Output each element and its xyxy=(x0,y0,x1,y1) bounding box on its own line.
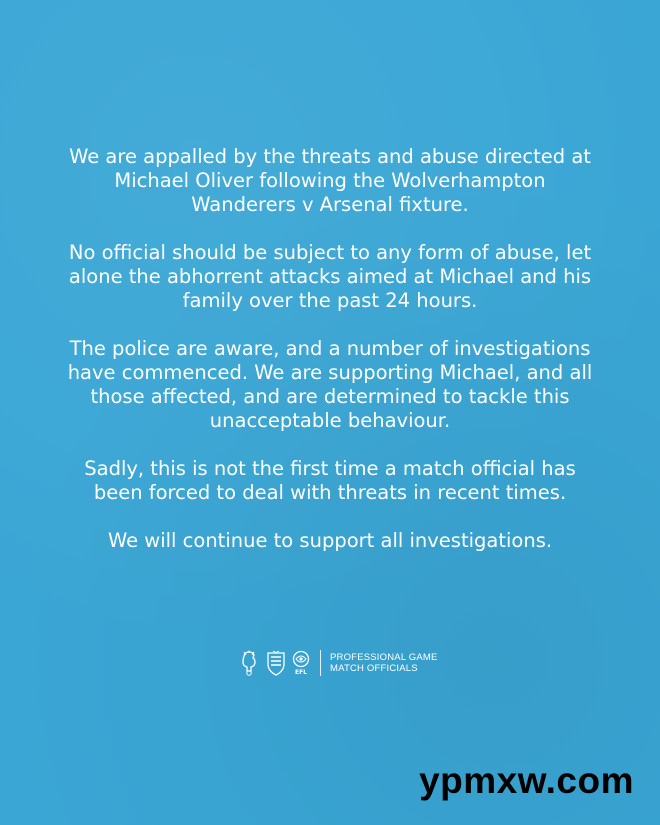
statement-paragraph-2: No official should be subject to any form of abuse, let alone the abhorrent attacks aimed at Michael and his family over the past 24 hours. xyxy=(68,241,592,312)
statement-paragraph-4: Sadly, this is not the first time a match official has been forced to deal with threats in recent times. xyxy=(84,457,576,504)
statement-paragraph-3: The police are aware, and a number of investigations have commenced. We are supporting Michael, and all those affected, and are determined to tackle this unacceptable behaviour. xyxy=(67,337,593,432)
pgmo-line-2: MATCH OFFICIALS xyxy=(330,663,418,674)
efl-label: EFL xyxy=(294,669,308,676)
pgmo-wordmark xyxy=(330,652,438,674)
statement-paragraph-1: We are appalled by the threats and abuse directed at Michael Oliver following the Wolverhampton Wanderers v Arsenal fixture. xyxy=(69,145,591,216)
efl-roundel-icon xyxy=(292,650,310,668)
logo-divider xyxy=(320,650,321,676)
organisation-logos xyxy=(238,648,438,678)
premier-league-logo-icon xyxy=(238,650,260,676)
efl-logo xyxy=(292,650,310,676)
statement-paragraph-5: We will continue to support all investigations. xyxy=(107,529,553,552)
pgmo-line-1: PROFESSIONAL GAME xyxy=(330,652,438,663)
statement-text xyxy=(60,145,600,577)
fa-crest-icon xyxy=(266,650,286,676)
site-watermark: ypmxw.com xyxy=(419,760,634,801)
